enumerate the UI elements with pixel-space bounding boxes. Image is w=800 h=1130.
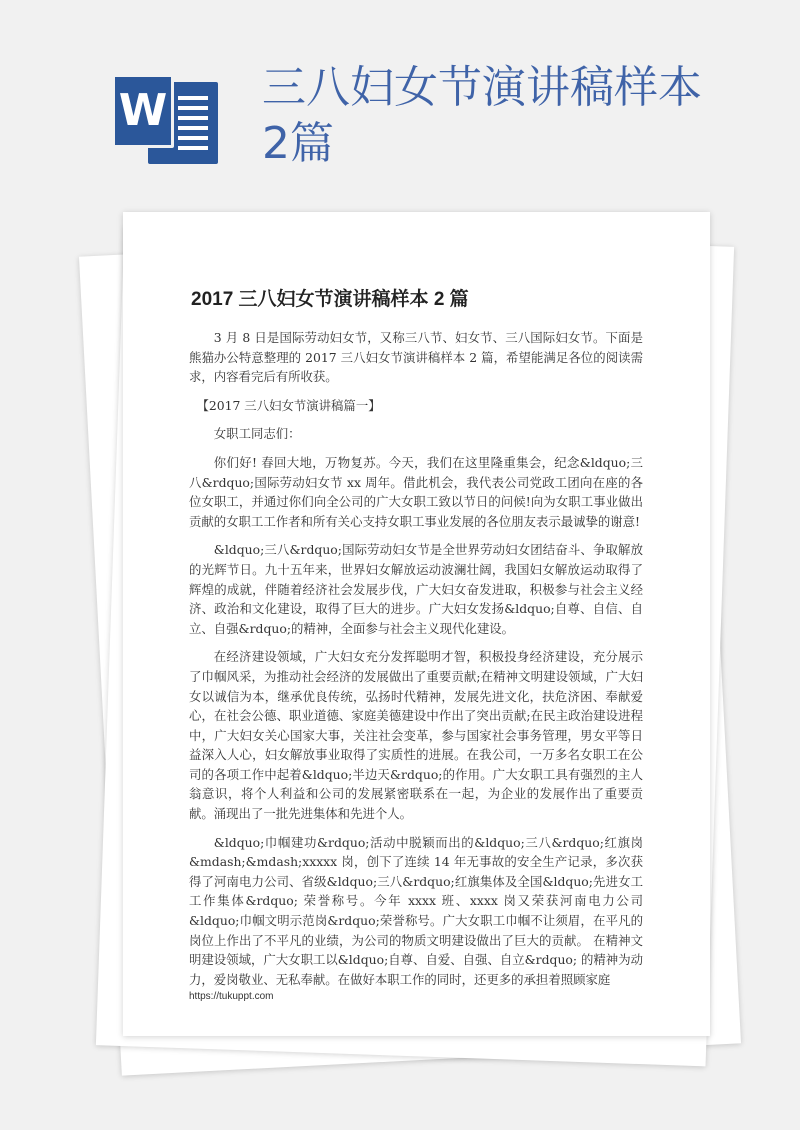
banner [0,0,800,210]
word-icon [112,74,224,162]
paragraph: &ldquo;三八&rdquo;国际劳动妇女节是全世界劳动妇女团结奋斗、争取解放的光辉节日。九十五年来，世界妇女解放运动波澜壮阔，我国妇女解放运动取得了辉煌的成就，伴随着经济社会发展步伐，广大妇女奋发进取，积极参与社会主义经济、政治和文化建设，取得了巨大的进步。广大妇女发扬&ldquo;自尊、自信、自立、自强&rdquo;的精神，全面参与社会主义现代化建设。 [189,542,643,636]
section-heading: 【2017 三八妇女节演讲稿篇一】 [196,397,381,413]
paragraph: 3 月 8 日是国际劳动妇女节，又称三八节、妇女节、三八国际妇女节。下面是熊猫办公特意整理的 2017 三八妇女节演讲稿样本 2 篇，希望能满足各位的阅读需求，内容看完后有所收获。 [189,330,643,385]
paragraph: 你们好! 春回大地，万物复苏。今天，我们在这里隆重集会，纪念&ldquo;三八&rdquo;国际劳动妇女节 xx 周年。借此机会，我代表公司党政工团向在座的各位女职工，并通过你们向全公司的广大女职工致以节日的问候!向为女职工事业做出贡献的女职工工作者和所有关心支持女职工事业发展的各位朋友表示最诚挚的谢意! [189,454,643,529]
document-heading: 2017 三八妇女节演讲稿样本 2 篇 [191,289,469,310]
word-logo-letter: W [112,74,174,148]
salutation: 女职工同志们： [213,426,301,442]
paragraph: &ldquo;巾帼建功&rdquo;活动中脱颖而出的&ldquo;三八&rdquo;红旗岗&mdash;&mdash;xxxxx 岗，创下了连续 14 年无事故的安全生产记录，多次获得了河南电力公司、省级&ldquo;三八&rdquo;红旗集体及全国&ldquo;先进女工工作集体&rdquo; 荣誉称号。今年 xxxx 班、xxxx 岗又荣获河南电力公司&ldquo;巾帼文明示范岗&rdquo;荣誉称号。广大女职工巾帼不让须眉，在平凡的岗位上作出了不平凡的业绩，为公司的物质文明建设做出了巨大的贡献。 在精神文明建设领域，广大女职工以&ldquo;自尊、自爱、自强、自立&rdquo; 的精神为动力，爱岗敬业、无私奉献。在做好本职工作的同时，还更多的承担着照顾家庭 [189,834,643,987]
page-title: 三八妇女节演讲稿样本2篇 [262,62,702,169]
document-page [123,212,710,1036]
document-body [189,328,643,998]
paragraph: 在经济建设领域，广大妇女充分发挥聪明才智，积极投身经济建设，充分展示了巾帼风采，为推动社会经济的发展做出了重要贡献;在精神文明建设领域，广大妇女以诚信为本，继承优良传统，弘扬时代精神，发展先进文化，扶危济困、奉献爱心，在社会公德、职业道德、家庭美德建设中作出了突出贡献;在民主政治建设进程中，广大妇女关心国家大事，关注社会变革，参与国家社会事务管理，男女平等日益深入人心，妇女解放事业取得了实质性的进展。在我公司，一万多名女职工在公司的各项工作中起着&ldquo;半边天&rdquo;的作用。广大女职工具有强烈的主人翁意识，将个人利益和公司的发展紧密联系在一起，为企业的发展作出了重要贡献。涌现出了一批先进集体和先进个人。 [189,649,643,822]
footer-url[interactable]: https://tukuppt.com [189,991,274,1002]
